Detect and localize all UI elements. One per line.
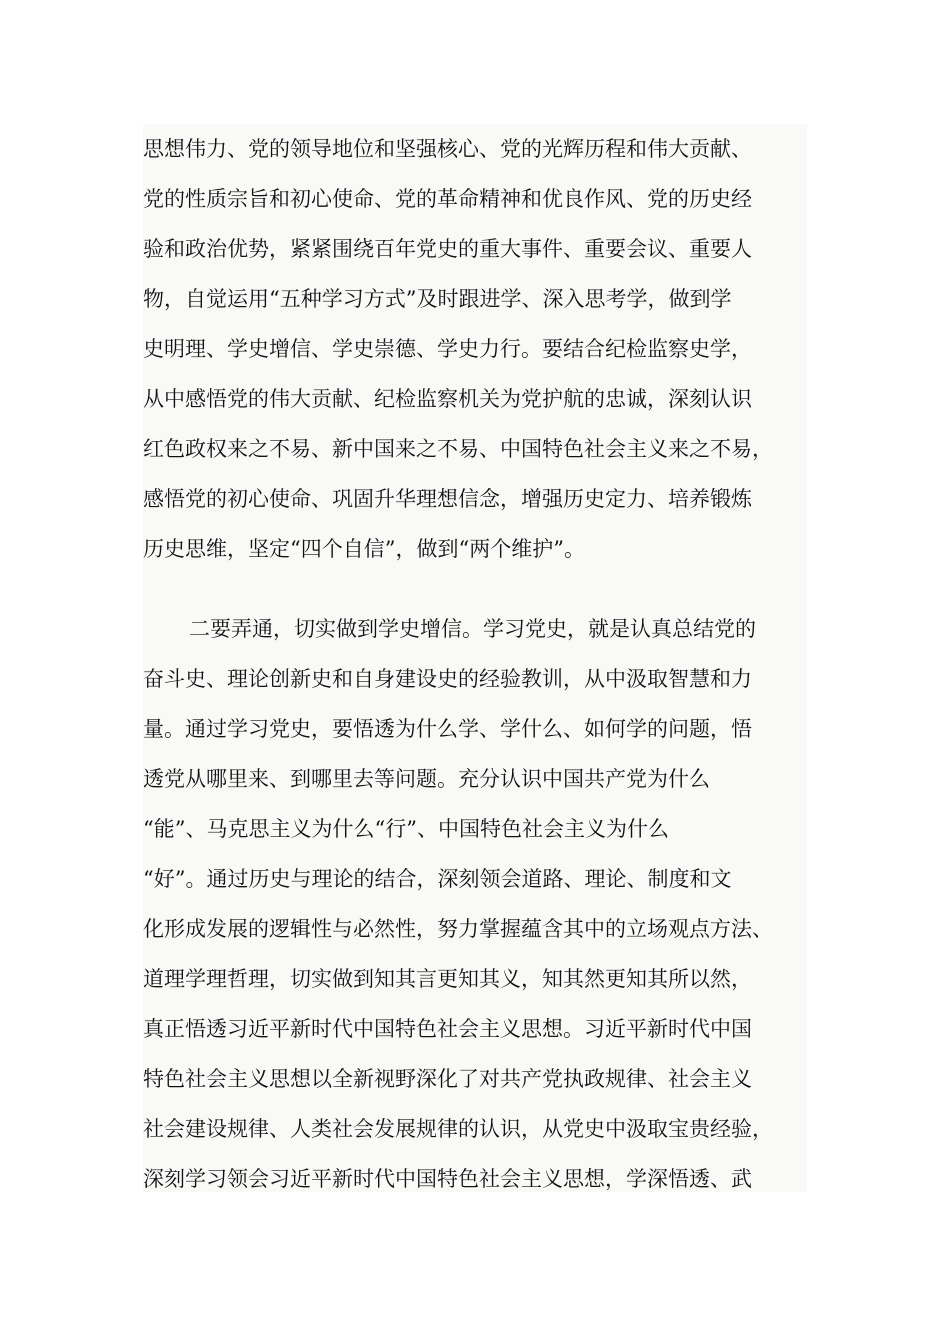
text-line: 奋斗史、理论创新史和自身建设史的经验教训，从中汲取智慧和力 [143,667,752,691]
text-line: “好”。通过历史与理论的结合，深刻领会道路、理论、制度和文 [143,867,732,891]
text-line: 社会建设规律、人类社会发展规律的认识，从党史中汲取宝贵经验， [143,1117,773,1141]
text-line: 物，自觉运用“五种学习方式”及时跟进学、深入思考学，做到学 [143,287,732,311]
text-line: 透党从哪里来、到哪里去等问题。充分认识中国共产党为什么 [143,767,710,791]
paragraph-2 [143,604,807,1204]
text-line: 感悟党的初心使命、巩固升华理想信念，增强历史定力、培养锻炼 [143,487,752,511]
text-line: 二要弄通，切实做到学史增信。学习党史，就是认真总结党的 [189,617,756,641]
text-line: 量。通过学习党史，要悟透为什么学、学什么、如何学的问题，悟 [143,717,752,741]
text-line: 道理学理哲理，切实做到知其言更知其义，知其然更知其所以然， [143,967,752,991]
text-line: 深刻学习领会习近平新时代中国特色社会主义思想，学深悟透、武 [143,1167,752,1191]
text-line: 验和政治优势，紧紧围绕百年党史的重大事件、重要会议、重要人 [143,237,752,261]
text-line: 真正悟透习近平新时代中国特色社会主义思想。习近平新时代中国 [143,1017,752,1041]
text-line: 特色社会主义思想以全新视野深化了对共产党执政规律、社会主义 [143,1067,752,1091]
text-line: 从中感悟党的伟大贡献、纪检监察机关为党护航的忠诚，深刻认识 [143,387,752,411]
text-line: 化形成发展的逻辑性与必然性，努力掌握蕴含其中的立场观点方法、 [143,917,773,941]
body-text [143,124,807,1192]
text-line: 思想伟力、党的领导地位和坚强核心、党的光辉历程和伟大贡献、 [143,137,752,161]
text-line: 红色政权来之不易、新中国来之不易、中国特色社会主义来之不易， [143,437,773,461]
paragraph-1 [143,124,807,574]
text-line: “能”、马克思主义为什么“行”、中国特色社会主义为什么 [143,817,669,841]
text-line: 历史思维，坚定“四个自信”，做到“两个维护”。 [143,537,585,561]
text-line: 史明理、学史增信、学史崇德、学史力行。要结合纪检监察史学， [143,337,752,361]
text-line: 党的性质宗旨和初心使命、党的革命精神和优良作风、党的历史经 [143,187,752,211]
